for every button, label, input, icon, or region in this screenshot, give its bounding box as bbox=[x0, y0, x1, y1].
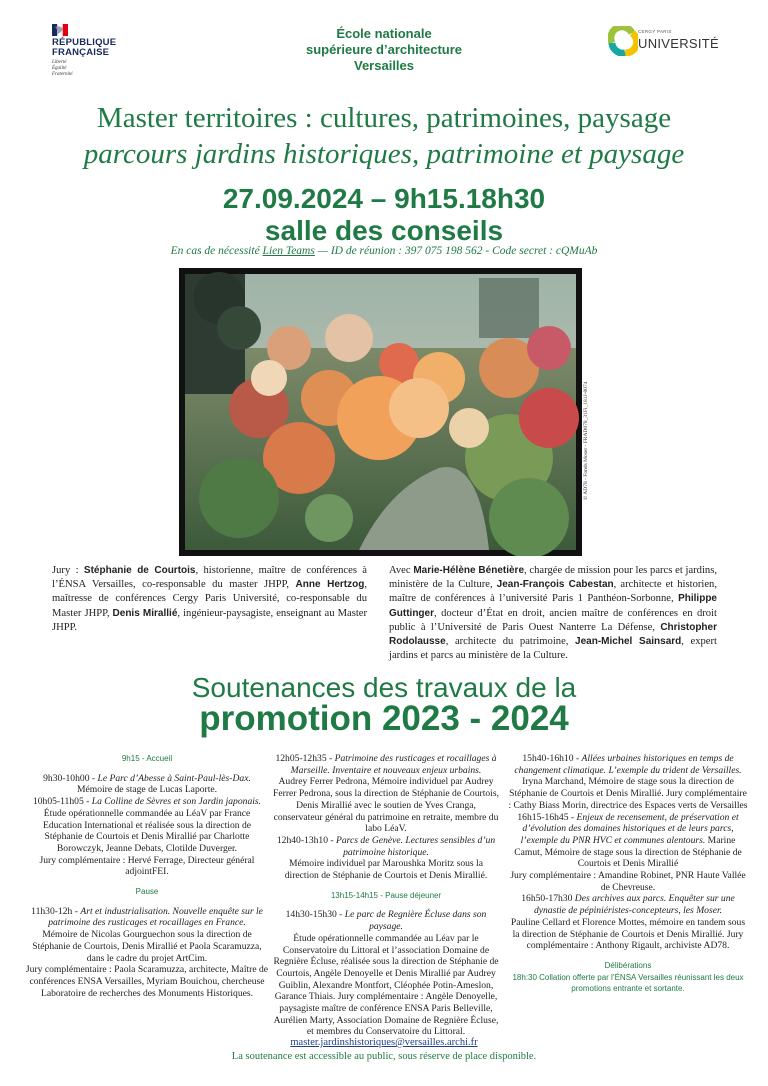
jury-member: Marie-Hélène Bénetière bbox=[413, 565, 525, 576]
teams-link[interactable]: Lien Teams bbox=[262, 245, 315, 257]
jury-member: Stéphanie de Courtois bbox=[83, 565, 196, 576]
jury-text: , expert jardins et parcs au ministère de la Culture. bbox=[389, 636, 717, 662]
program-column-2 bbox=[272, 753, 500, 1038]
program-entry: 11h30-12h - Art et industrialisation. Nouvelle enquête sur le patrimoine des rusticages et rocaillages en France. bbox=[31, 905, 263, 929]
lunch-pause-label: 13h15-14h15 - Pause déjeuner bbox=[330, 890, 442, 900]
jury-member: Denis Mirallié bbox=[112, 607, 178, 619]
accueil-label: 9h15 - Accueil bbox=[121, 754, 173, 763]
jury-member: Jean-François Cabestan bbox=[496, 579, 614, 591]
jury-text: , maîtresse de conférences Cergy Paris Université, co-responsable du Master JHPP, bbox=[52, 579, 368, 619]
school-name bbox=[250, 26, 518, 74]
republique-francaise-logo bbox=[52, 24, 132, 80]
rf-name-line1: RÉPUBLIQUE bbox=[52, 37, 117, 48]
program-entry: 14h30-15h30 - Le parc de Regnière Écluse dans son paysage. bbox=[285, 909, 487, 933]
cy-university-text: UNIVERSITÉ bbox=[638, 36, 720, 51]
teams-info bbox=[20, 244, 748, 258]
program-entry: 15h40-16h10 - Allées urbaines historiques en temps de changement climatique. L’exemple du trident de Versailles. bbox=[514, 753, 742, 776]
jury-text: , ingénieur-paysagiste, enseignant au Master JHPP. bbox=[52, 607, 368, 633]
promotion-title: promotion 2023 - 2024 bbox=[199, 699, 569, 738]
photo-credit-text: © AD78 - Fonds Moser - FRAD078_31Fi_181J-0074 bbox=[583, 381, 589, 500]
jury-text: , docteur d’État en droit, ancien maître de conférences en droit public à l’Université de Paris Ouest Nanterre La Défense, bbox=[389, 607, 717, 633]
school-line1: École nationale bbox=[336, 26, 432, 41]
jury-text: Avec bbox=[389, 565, 414, 576]
jury-text: , architecte et historien, maître de conférences à l’université Paris 1 Panthéon-Sorbonne, bbox=[389, 579, 717, 605]
program-entry-text: Mémoire individuel par Maroushka Moritz sous la direction de Stéphanie de Courtois et Denis Mirallié. bbox=[284, 858, 488, 882]
soutenances-title: Soutenances des travaux de la bbox=[191, 672, 577, 703]
contact-email[interactable] bbox=[20, 1036, 748, 1049]
jury-text: Jury : bbox=[52, 565, 84, 576]
rf-name-line2: FRANÇAISE bbox=[52, 47, 110, 58]
program-entry-text: Étude opérationnelle commandée au LéaV par France Education International et réalisée sous la direction de Stéphanie de Courtois et Denis Mirallié par Charlotte Borowczyk, Jeanne Debats, Clotilde Duverger. bbox=[42, 807, 252, 854]
rf-motto-3: Fraternité bbox=[52, 72, 73, 77]
program-entry-text: Audrey Ferrer Pedrona, Mémoire individuel par Audrey Ferrer Pedrona, sous la direction de Stéphanie de Courtois, Denis Mirallié avec le soutien de Yves Cranga, conservateur général du patrimoine en retraite, membre du labo LéaV. bbox=[273, 776, 499, 835]
program-entry: 10h05-11h05 - La Colline de Sèvres et son Jardin japonais. bbox=[32, 796, 262, 808]
event-date: 27.09.2024 – 9h15.18h30 bbox=[222, 183, 546, 214]
program-entry-text: Étude opérationnelle commandée au Léav par le Conservatoire du Littoral et l’association Domaine de Regnière Écluse, réalisée sous la direction de Stéphanie de Courtois, Angèle Denoyelle et Denis Mirallié par Audrey Guiblin, Alexandre Montfort, Cléophée Potin-Ameslon, Garance Thiais. Jury complémentaire : Angèle Denoyelle, paysagiste maître de conférence ENSA Paris Belleville, Aurélien Marty, Association Domaine de Regnière Écluse, et membres du Conservatoire du Littoral. bbox=[273, 932, 499, 1038]
program-entry-text: Mémoire de Nicolas Gourguechon sous la direction de Stéphanie de Courtois, Denis Mirallié et Paola Scaramuzza, dans le cadre du projet ArtCim. bbox=[32, 929, 262, 964]
program-entry-text: Mémoire de stage de Lucas Laporte. bbox=[76, 784, 218, 796]
jury-member: Anne Hertzog bbox=[295, 579, 365, 591]
jury-text: , architecte du patrimoine, bbox=[445, 636, 576, 648]
jury-text: , historienne, maître de conférences à l’ÉNSA Versailles, co-responsable du master JHPP, bbox=[52, 565, 368, 591]
program-entry-jury: Jury complémentaire : Hervé Ferrage, Directeur général adjointFEI. bbox=[39, 854, 255, 878]
garden-photo bbox=[179, 268, 582, 556]
rf-motto-1: Liberté bbox=[52, 60, 67, 65]
program-column-1 bbox=[24, 753, 270, 999]
jury-left-text bbox=[52, 564, 367, 635]
rf-motto-2: Égalité bbox=[52, 66, 67, 71]
rf-motto bbox=[52, 60, 132, 78]
deliberations-label: Délibérations bbox=[604, 960, 652, 970]
master-title: Master territoires : cultures, patrimoines, paysage bbox=[96, 102, 672, 134]
program-entry: 9h30-10h00 - Le Parc d’Abesse à Saint-Paul-lès-Dax. bbox=[43, 772, 251, 784]
school-line3: Versailles bbox=[354, 58, 414, 73]
jury-text: , chargée de mission pour les parcs et jardins, ministère de la Culture, bbox=[389, 565, 717, 591]
program-entry-jury: Jury complémentaire : Paola Scaramuzza, architecte, Maître de conférences ENSA Versailles, Myriam Bouichou, chercheuse Laboratoire de recherches des Monuments Historiques. bbox=[25, 964, 269, 999]
school-line2: supérieure d’architecture bbox=[305, 42, 463, 57]
teams-suffix: — ID de réunion : 397 075 198 562 - Code secret : cQMuAb bbox=[314, 245, 598, 257]
teams-prefix: En cas de nécessité bbox=[170, 245, 263, 257]
pause-label: Pause bbox=[135, 887, 159, 897]
cy-university-logo bbox=[608, 26, 728, 60]
cy-letters: CY bbox=[615, 36, 632, 50]
program-entry: 16h15-16h45 - Enjeux de recensement, de préservation et d’évolution des domaines historiques et de leurs parcs, l’exemple du PNR HVC et communes alentours. Marine Camut, Mémoire de stage sous la direction de Stéphanie de Courtois et Denis Mirallié bbox=[514, 811, 742, 870]
parcours-title: parcours jardins historiques, patrimoine et paysage bbox=[83, 138, 685, 170]
program-entry: 12h05-12h35 - Patrimoine des rusticages et rocaillages à Marseille. Inventaire et nouveaux enjeux urbains. bbox=[275, 753, 497, 776]
cy-logo-icon bbox=[608, 26, 638, 56]
public-access-note: La soutenance est accessible au public, sous réserve de place disponible. bbox=[231, 1051, 537, 1062]
marianne-icon bbox=[52, 24, 68, 36]
program-entry-jury: Jury complémentaire : Amandine Robinet, PNR Haute Vallée de Chevreuse. bbox=[510, 870, 746, 893]
email-link[interactable]: master.jardinshistoriques@versailles.archi.fr bbox=[290, 1037, 478, 1048]
jury-member: Jean-Michel Sainsard bbox=[575, 636, 682, 648]
program-entry-text: Pauline Cellard et Florence Mottes, mémoire en tandem sous la direction de Stéphanie de Courtois et Denis Mirallié. Jury complémentaire : Anthony Rigault, archiviste AD78. bbox=[510, 916, 746, 952]
program-entry-text: Iryna Marchand, Mémoire de stage sous la direction de Stéphanie de Courtois et Denis Mirallié. Jury complémentaire : Cathy Biass Morin, directrice des Espaces verts de Versailles bbox=[508, 776, 748, 811]
cy-small-text: CERGY PARIS bbox=[638, 29, 672, 34]
jury-right-text bbox=[389, 564, 717, 663]
program-entry: 16h50-17h30 Des archives aux parcs. Enquêter sur une dynastie de pépiniéristes-concepteurs, les Moser. bbox=[521, 893, 735, 917]
jury-member: Christopher Rodolausse bbox=[389, 621, 717, 648]
collation-label: 18h:30 Collation offerte par l’ÉNSA Versailles réunissant les deux promotions entrante et sortante. bbox=[512, 972, 744, 994]
program-column-3 bbox=[508, 753, 748, 995]
program-entry: 12h40-13h10 - Parcs de Genève. Lectures sensibles d’un patrimoine historique. bbox=[276, 834, 496, 858]
jury-member: Philippe Guttinger bbox=[389, 593, 717, 619]
event-room: salle des conseils bbox=[264, 215, 504, 246]
photo-credit bbox=[580, 300, 590, 500]
